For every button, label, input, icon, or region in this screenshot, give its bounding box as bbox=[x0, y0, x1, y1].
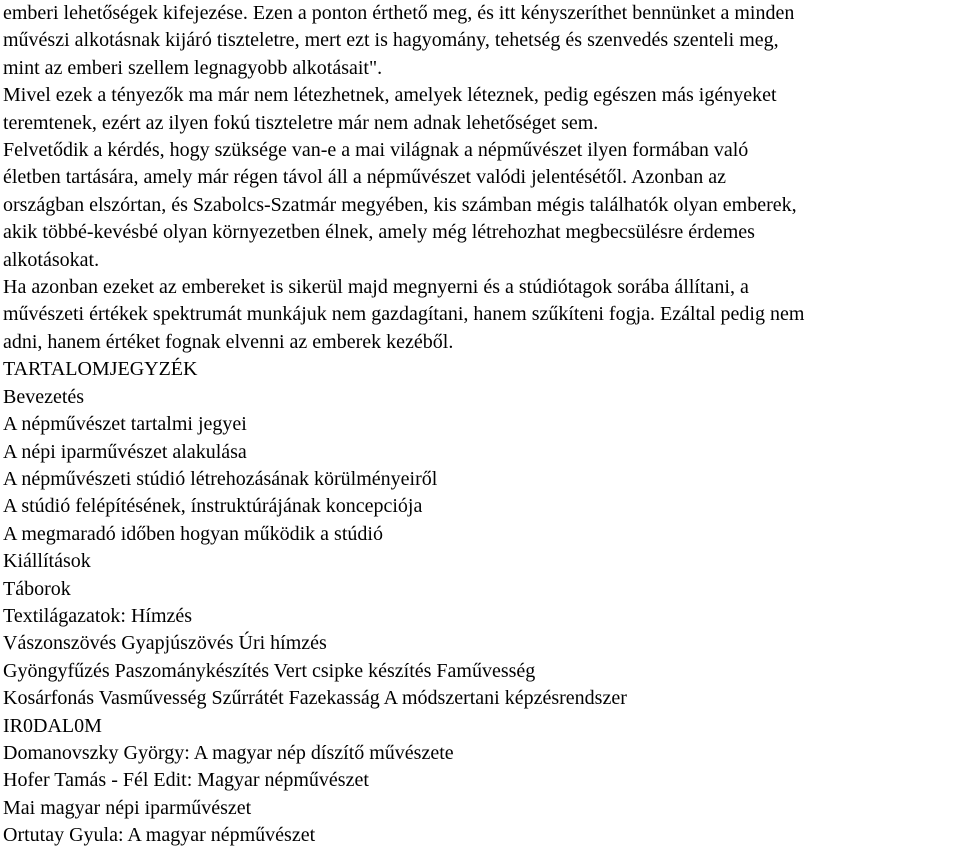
toc-item: Gyöngyfűzés Paszománykészítés Vert csipke készítés Faművesség bbox=[3, 659, 536, 682]
toc-item: A népművészet tartalmi jegyei bbox=[3, 413, 247, 436]
paragraph-question: Felvetődik a kérdés, hogy szüksége van-e a mai világnak a népművészet ilyen formában való életben tartására, amely már régen távol áll a népművészet valódi jelentésétől. Azonban az országban elszórtan, és Szabolcs-Szatmár megyében, kis számban mégis találhatók olyan emberek, akik többé-kevésbé olyan környezetben élnek, amely még létrehozhat megbecsülésre érdemes alkotásokat. bbox=[3, 139, 797, 271]
paragraph-closing-quote: emberi lehetőségek kifejezése. Ezen a ponton érthető meg, és itt kényszeríthet bennünket a minden művészi alkotásnak kijáró tiszteletre, mert ezt is hagyomány, tehetség és szenvedés szenteli meg, mint az emberi szellem legnagyobb alkotásait". bbox=[3, 2, 795, 79]
toc-item: Kiállítások bbox=[3, 550, 91, 573]
paragraph-studio-members: Ha azonban ezeket az embereket is sikerül majd megnyerni és a stúdiótagok sorába állítani, a művészeti értékek spektrumát munkájuk nem gazdagítani, hanem szűkíteni fogja. Ezáltal pedig nem adni, hanem értéket fognak elvenni az emberek kezéből. bbox=[3, 276, 805, 353]
bibliography-item: Hofer Tamás - Fél Edit: Magyar népművészet bbox=[3, 769, 369, 792]
bibliography-item: Mai magyar népi iparművészet bbox=[3, 796, 252, 819]
toc-item: Táborok bbox=[3, 577, 71, 600]
bibliography-item: Ortutay Gyula: A magyar népművészet bbox=[3, 824, 316, 847]
toc-item: A megmaradó időben hogyan működik a stúdió bbox=[3, 522, 383, 545]
toc-item: Kosárfonás Vasművesség Szűrrátét Fazekasság A módszertani képzésrendszer bbox=[3, 687, 627, 710]
toc-item: Bevezetés bbox=[3, 385, 85, 408]
table-of-contents bbox=[3, 356, 957, 712]
toc-item: A népművészeti stúdió létrehozásának körülményeiről bbox=[3, 467, 438, 490]
bibliography-item: Domanovszky György: A magyar nép díszítő művészete bbox=[3, 741, 454, 764]
document-page bbox=[3, 0, 957, 850]
paragraph-factors: Mivel ezek a tényezők ma már nem létezhetnek, amelyek léteznek, pedig egészen más igényeket teremtenek, ezért az ilyen fokú tiszteletre már nem adnak lehetőséget sem. bbox=[3, 84, 777, 134]
toc-heading: TARTALOMJEGYZÉK bbox=[3, 358, 198, 381]
toc-item: Textilágazatok: Hímzés bbox=[3, 604, 193, 627]
toc-item: Vászonszövés Gyapjúszövés Úri hímzés bbox=[3, 632, 327, 655]
toc-item: A népi iparművészet alakulása bbox=[3, 440, 247, 463]
bibliography bbox=[3, 713, 957, 850]
toc-item: A stúdió felépítésének, ínstruktúrájának koncepciója bbox=[3, 495, 423, 518]
bibliography-heading: IR0DAL0M bbox=[3, 714, 102, 737]
